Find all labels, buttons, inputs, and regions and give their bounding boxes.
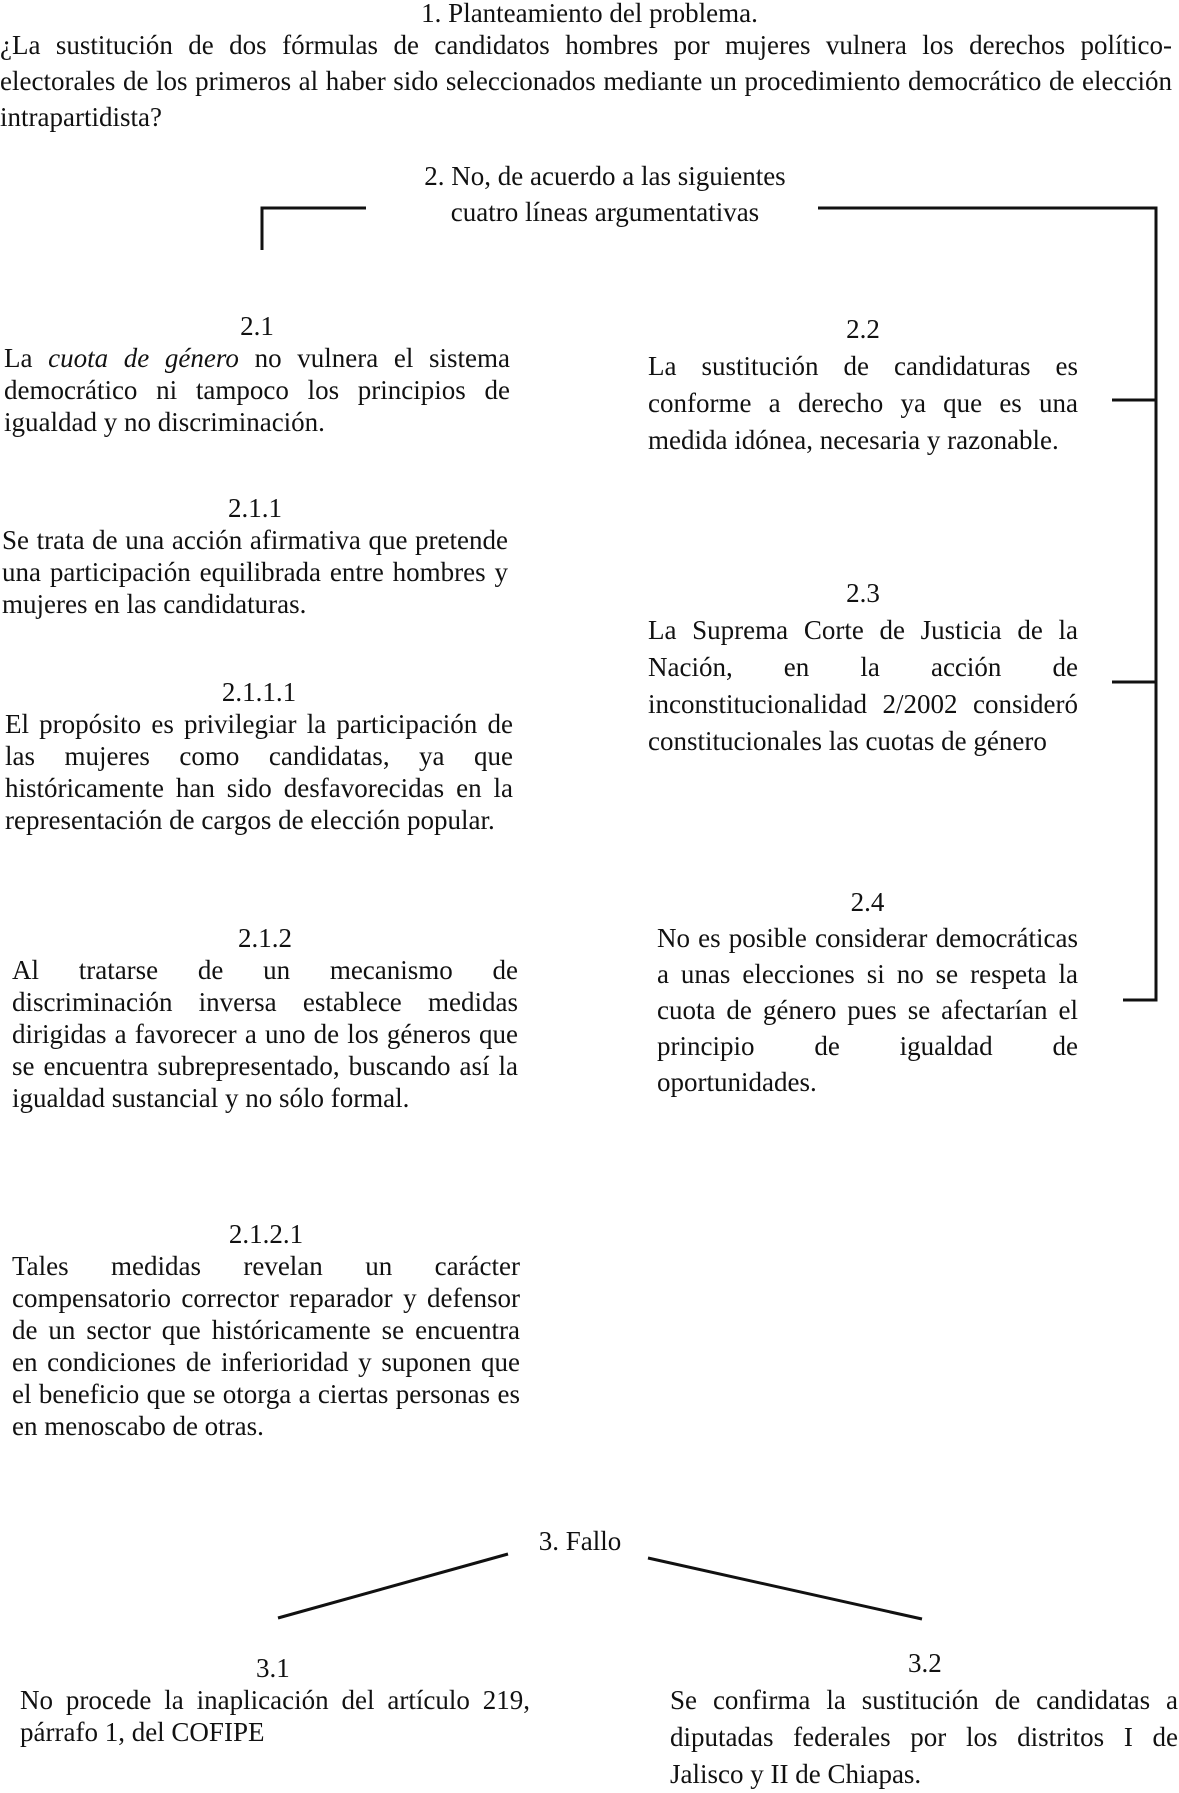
node-2-1-number: 2.1 (240, 311, 274, 341)
answer-line-2: cuatro líneas argumentativas (450, 197, 760, 227)
answer-line-1: 2. No, de acuerdo a las siguientes (424, 161, 786, 191)
node-3-2-number: 3.2 (908, 1648, 942, 1678)
node-2-1-1-text: Se trata de una acción afirmativa que pretende una participación equilibrada entre hombres y mujeres en las candidaturas. (2, 525, 508, 619)
node-3-1 (20, 1652, 530, 1748)
node-2-4-text: No es posible considerar democráticas a unas elecciones si no se respeta la cuota de género pues se afectarían el principio de igualdad de oportunidades. (657, 923, 1078, 1097)
answer-heading (380, 158, 830, 230)
node-3-1-number: 3.1 (256, 1653, 290, 1683)
connector-fallo-left (278, 1554, 508, 1618)
problem-heading: 1. Planteamiento del problema. (421, 0, 758, 28)
node-2-4 (657, 884, 1078, 1100)
node-2-1-2-1 (12, 1218, 520, 1442)
node-2-1-text-emphasis: cuota de género (48, 343, 239, 373)
connector-fallo-right (648, 1558, 922, 1619)
node-2-3-number: 2.3 (846, 578, 880, 608)
node-2-3 (648, 575, 1078, 760)
node-2-3-text: La Suprema Corte de Justicia de la Nación, en la acción de inconstitucionalidad 2/2002 consideró constitucionales las cuotas de género (648, 615, 1078, 756)
node-3-2-text: Se confirma la sustitución de candidatas a diputadas federales por los distritos I de Jalisco y II de Chiapas. (670, 1685, 1178, 1789)
node-2-1-text-post: no vulnera el sistema democrático ni tampoco los principios de igualdad y no discriminación. (4, 343, 510, 437)
ruling-heading: 3. Fallo (538, 1526, 622, 1556)
node-2-1-2-number: 2.1.2 (238, 923, 292, 953)
node-2-1 (4, 310, 510, 438)
node-2-1-1 (2, 492, 508, 620)
node-2-1-2 (12, 922, 518, 1114)
node-2-1-2-text: Al tratarse de un mecanismo de discriminación inversa establece medidas dirigidas a favorecer a uno de los géneros que se encuentra subrepresentado, buscando así la igualdad sustancial y no sólo formal. (12, 955, 518, 1113)
node-2-1-1-1-number: 2.1.1.1 (221, 677, 297, 707)
node-2-4-number: 2.4 (850, 887, 885, 917)
node-2-2-number: 2.2 (846, 314, 880, 344)
problem-text: ¿La sustitución de dos fórmulas de candidatos hombres por mujeres vulnera los derechos político-electorales de los primeros al haber sido seleccionados mediante un procedimiento democrático de elección intrapartidista? (0, 30, 1172, 132)
node-2-1-text-pre: La (4, 343, 49, 373)
node-2-1-2-1-text: Tales medidas revelan un carácter compensatorio corrector reparador y defensor de un sector que históricamente se encuentra en condiciones de inferioridad y suponen que el beneficio que se otorga a ciertas personas es en menoscabo de otras. (12, 1251, 520, 1441)
node-2-2-text: La sustitución de candidaturas es conforme a derecho ya que es una medida idónea, necesaria y razonable. (648, 351, 1078, 455)
node-3-2 (670, 1645, 1178, 1793)
node-2-2 (648, 311, 1078, 459)
connector-left-bracket (262, 208, 366, 250)
node-2-1-text (4, 342, 510, 438)
node-3-1-text: No procede la inaplicación del artículo 219, párrafo 1, del COFIPE (20, 1685, 530, 1747)
node-2-1-1-1-text: El propósito es privilegiar la participación de las mujeres como candidatas, ya que históricamente han sido desfavorecidas en la representación de cargos de elección popular. (5, 709, 513, 835)
node-2-1-2-1-number: 2.1.2.1 (228, 1219, 304, 1249)
node-2-1-1-1 (5, 676, 513, 836)
node-2-1-1-number: 2.1.1 (228, 493, 282, 523)
